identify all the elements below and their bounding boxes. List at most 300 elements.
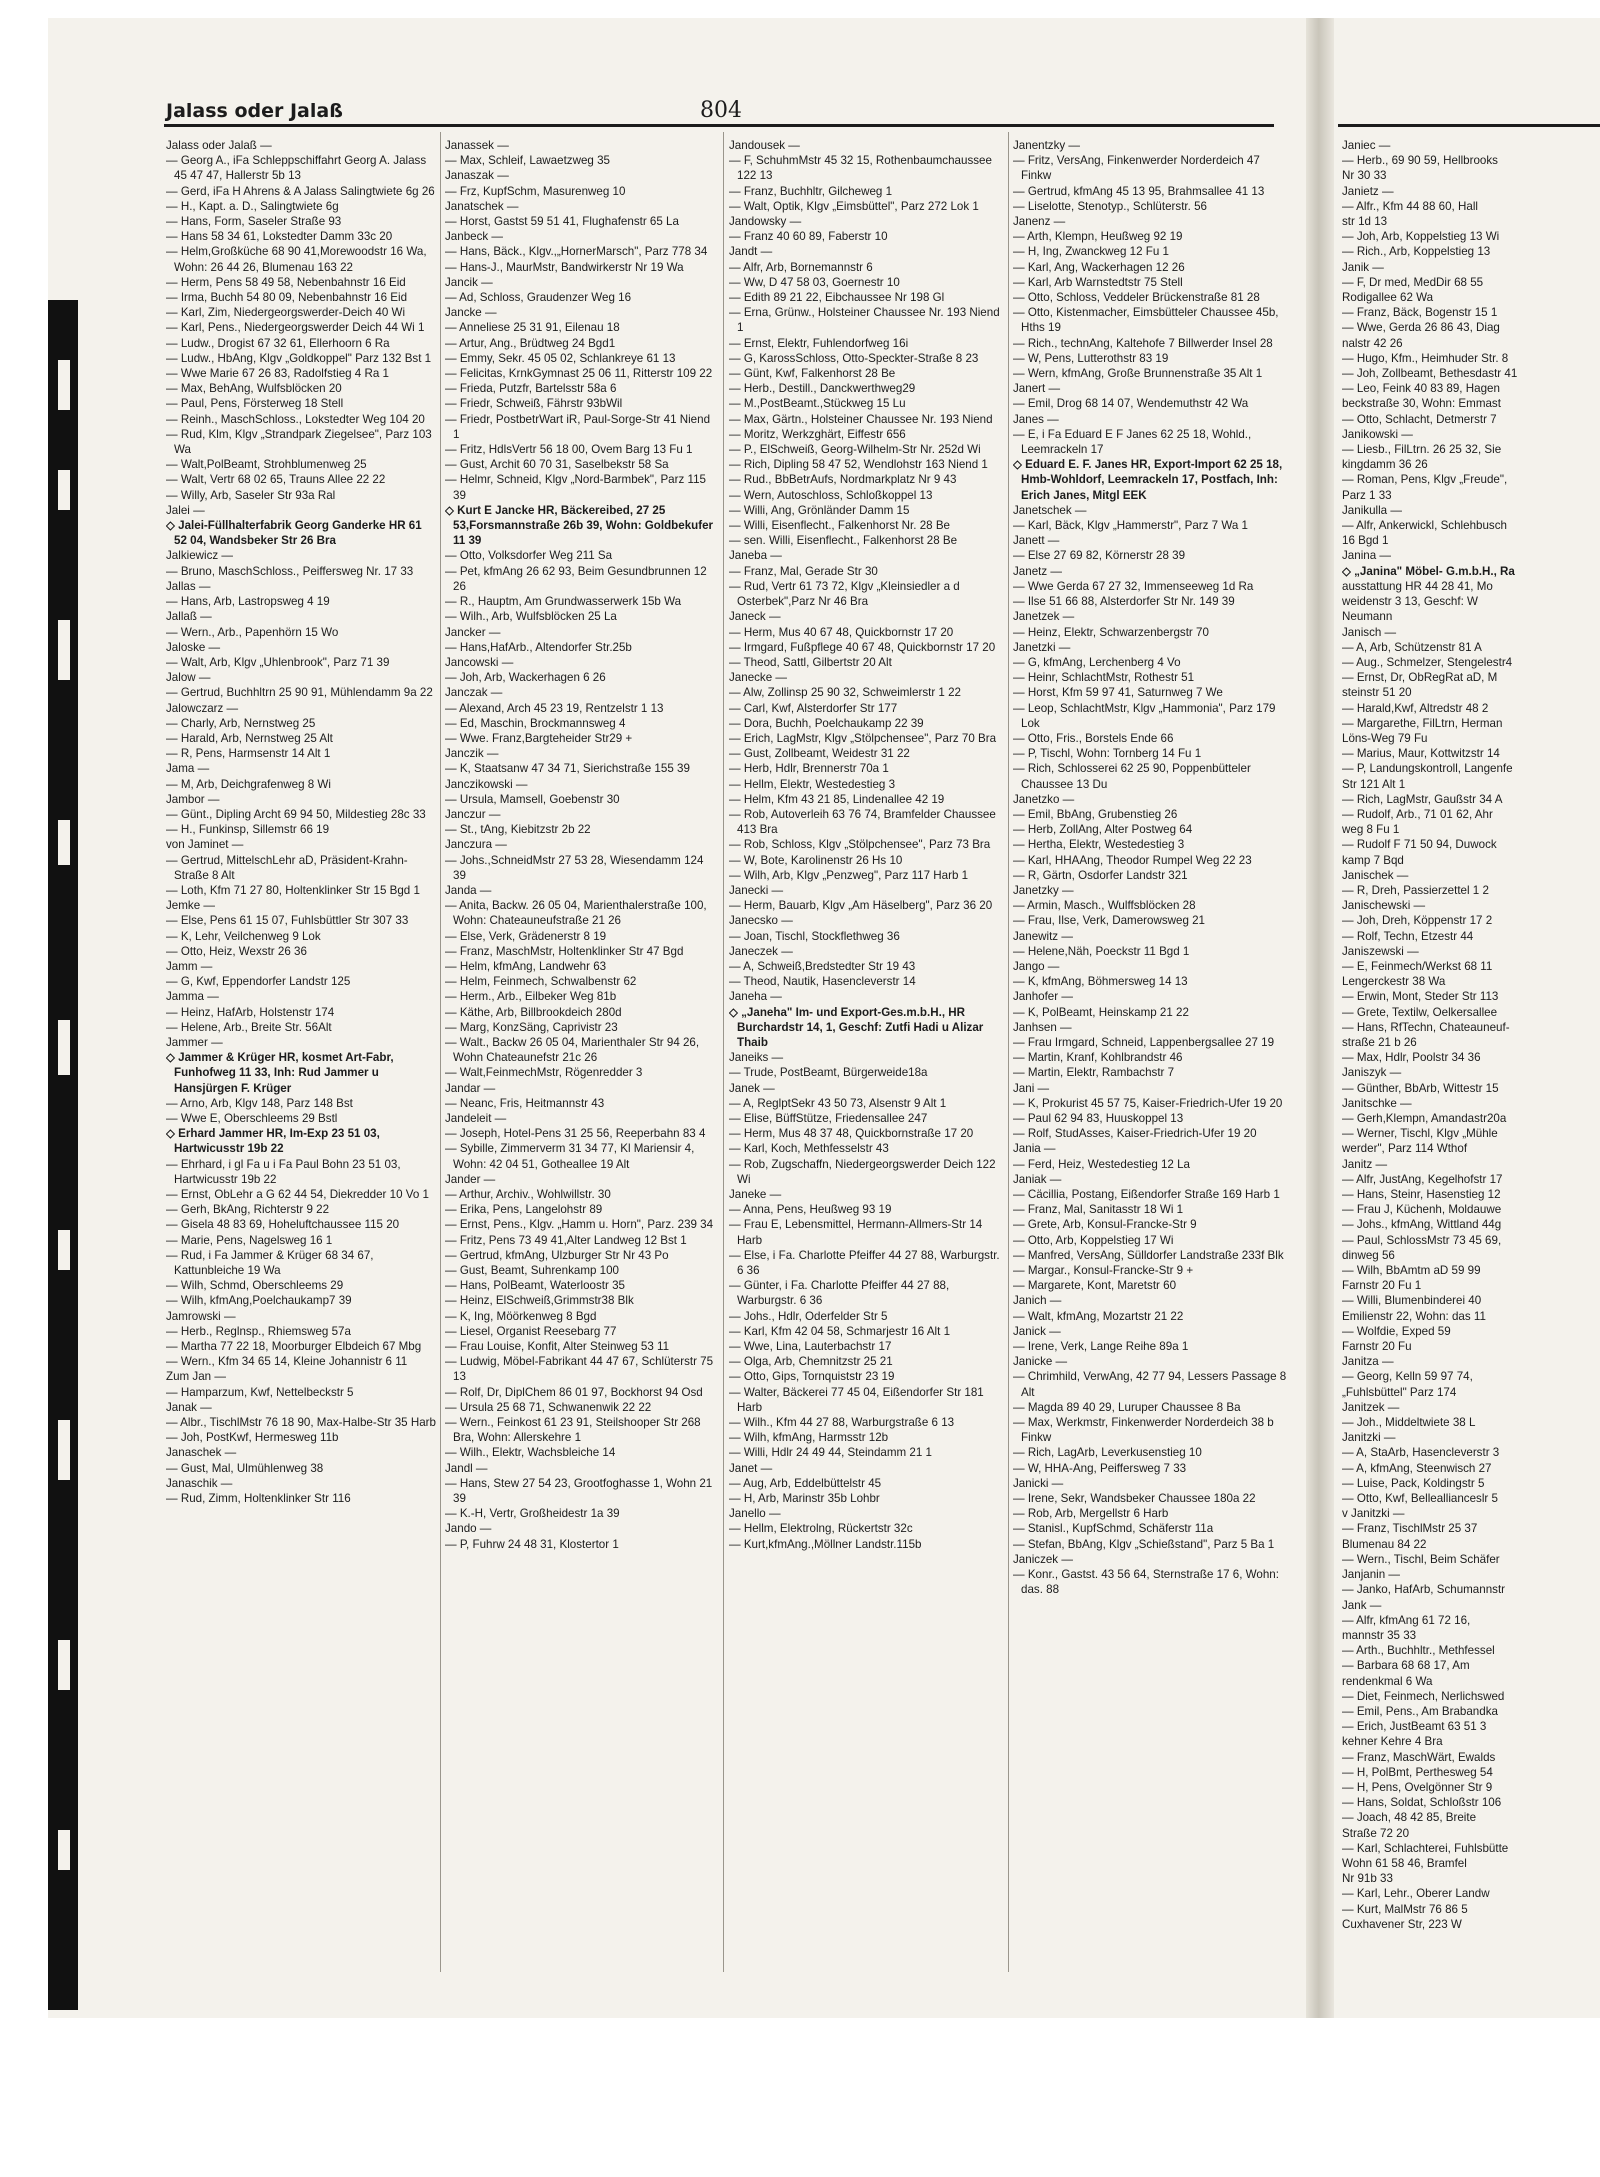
directory-entry: — Alfr., Kfm 44 88 60, Hall bbox=[1342, 199, 1478, 213]
directory-entry: — Helene, Arb., Breite Str. 56Alt bbox=[166, 1020, 332, 1034]
surname-heading: Janischewski — bbox=[1342, 899, 1426, 913]
directory-entry: — Rud., BbBetrAufs, Nordmarkplatz Nr 9 43 bbox=[729, 473, 957, 487]
directory-entry: — Hellm, Elektr, Westedestieg 3 bbox=[729, 777, 896, 791]
page-number: 804 bbox=[700, 98, 742, 123]
directory-entry: — F, Dr med, MedDir 68 55 bbox=[1342, 275, 1484, 289]
directory-entry: — Rolf, StudAsses, Kaiser-Friedrich-Ufer 19 20 bbox=[1013, 1127, 1257, 1141]
directory-entry: kamp 7 Bqd bbox=[1342, 853, 1404, 867]
surname-heading: Janassek — bbox=[445, 139, 509, 152]
directory-entry: — Helm, Feinmech, Schwalbenstr 62 bbox=[445, 975, 637, 989]
directory-entry: — Fritz, VersAng, Finkenwerder Norderdeich 47 Finkw bbox=[1013, 154, 1260, 183]
page-gutter bbox=[1306, 18, 1334, 2018]
directory-entry: Farnstr 20 Fu bbox=[1342, 1340, 1412, 1354]
directory-entry: — Joh., Middeltwiete 38 L bbox=[1342, 1416, 1476, 1430]
surname-heading: Jandousek — bbox=[729, 139, 800, 152]
directory-entry: — Joan, Tischl, Stockflethweg 36 bbox=[729, 929, 900, 943]
directory-entry: — Max, Werkmstr, Finkenwerder Norderdeich 38 b Finkw bbox=[1013, 1416, 1274, 1445]
directory-entry: — Ilse 51 66 88, Alsterdorfer Str Nr. 149 39 bbox=[1013, 595, 1235, 609]
surname-heading: Jania — bbox=[1013, 1142, 1056, 1156]
directory-entry: — P, Landungskontroll, Langenfe bbox=[1342, 762, 1513, 776]
surname-heading: Janak — bbox=[166, 1400, 212, 1414]
directory-entry: — A, Schweiß,Bredstedter Str 19 43 bbox=[729, 959, 916, 973]
directory-entry: — Frau Louise, Konfit, Alter Steinweg 53 11 bbox=[445, 1340, 670, 1354]
directory-entry: — Hans, Steinr, Hasenstieg 12 bbox=[1342, 1188, 1501, 1202]
directory-entry: — Konr., Gastst. 43 56 64, Sternstraße 17 6, Wohn: das. 88 bbox=[1013, 1568, 1279, 1597]
directory-entry: — Harald, Arb, Nernstweg 25 Alt bbox=[166, 731, 333, 745]
directory-entry: — A, Arb, Schützenstr 81 A bbox=[1342, 640, 1482, 654]
directory-entry: — Horst, Gastst 59 51 41, Flughafenstr 65 La bbox=[445, 215, 679, 229]
directory-entry: — Wwe, Gerda 26 86 43, Diag bbox=[1342, 321, 1500, 335]
directory-entry: — Alfr, Ankerwickl, Schlehbusch bbox=[1342, 519, 1507, 533]
directory-entry: — E, Feinmech/Werkst 68 11 bbox=[1342, 959, 1493, 973]
directory-entry: — Herb., Reglnsp., Rhiemsweg 57a bbox=[166, 1324, 351, 1338]
directory-entry: — Gust, Mal, Ulmühlenweg 38 bbox=[166, 1461, 324, 1475]
surname-heading: Jank — bbox=[1342, 1598, 1382, 1612]
directory-entry: Straße 72 20 bbox=[1342, 1826, 1410, 1840]
directory-entry: — G, Kwf, Eppendorfer Landstr 125 bbox=[166, 975, 351, 989]
surname-heading: Jalowczarz — bbox=[166, 701, 239, 715]
directory-entry: — Erwin, Mont, Steder Str 113 bbox=[1342, 990, 1499, 1004]
directory-entry: — Martha 77 22 18, Moorburger Elbdeich 67 Mbg bbox=[166, 1340, 422, 1354]
directory-entry: — Grete, Arb, Konsul-Francke-Str 9 bbox=[1013, 1218, 1197, 1232]
directory-entry: — Arno, Arb, Klgv 148, Parz 148 Bst bbox=[166, 1096, 353, 1110]
directory-entry: — Alfr, kfmAng 61 72 16, bbox=[1342, 1613, 1471, 1627]
binding-mark bbox=[58, 620, 70, 680]
directory-entry: — K.-H, Vertr, Großheidestr 1a 39 bbox=[445, 1507, 620, 1521]
directory-entry: — St., tAng, Kiebitzstr 2b 22 bbox=[445, 823, 591, 837]
surname-heading: von Jaminet — bbox=[166, 838, 244, 852]
directory-entry: — Arth, Klempn, Heußweg 92 19 bbox=[1013, 230, 1183, 244]
directory-entry: — Otto, Kwf, Belleallianceslr 5 bbox=[1342, 1492, 1498, 1506]
header-rule bbox=[164, 124, 1274, 127]
directory-entry: — Gust, Beamt, Suhrenkamp 100 bbox=[445, 1264, 619, 1278]
directory-entry: — Herm, Pens 58 49 58, Nebenbahnstr 16 Eid bbox=[166, 275, 406, 289]
directory-entry: — Hans,HafArb., Altendorfer Str.25b bbox=[445, 640, 632, 654]
directory-entry: — Alfr, Arb, Bornemannstr 6 bbox=[729, 260, 873, 274]
directory-entry: Parz 1 33 bbox=[1342, 488, 1392, 502]
surname-heading: Janett — bbox=[1013, 534, 1060, 548]
page-header-title: Jalass oder Jalaß bbox=[166, 100, 343, 122]
directory-entry: — Rob, Arb, Mergellstr 6 Harb bbox=[1013, 1507, 1169, 1521]
surname-heading: Janeiks — bbox=[729, 1051, 784, 1065]
directory-entry: — Karl, Koch, Methfesselstr 43 bbox=[729, 1142, 889, 1156]
directory-entry: kehner Kehre 4 Bra bbox=[1342, 1735, 1443, 1749]
directory-entry: — Emil, Pens., Am Brabandka bbox=[1342, 1704, 1498, 1718]
directory-entry: — R, Gärtn, Osdorfer Landstr 321 bbox=[1013, 868, 1188, 882]
directory-entry: — Dora, Buchh, Poelchaukamp 22 39 bbox=[729, 716, 924, 730]
directory-entry: — A, kfmAng, Steenwisch 27 bbox=[1342, 1461, 1492, 1475]
directory-entry: Str 121 Alt 1 bbox=[1342, 777, 1406, 791]
directory-entry: — Käthe, Arb, Billbrookdeich 280d bbox=[445, 1005, 622, 1019]
binding-mark bbox=[58, 820, 70, 865]
surname-heading: Jamm — bbox=[166, 959, 213, 973]
surname-heading: Janikowski — bbox=[1342, 427, 1413, 441]
directory-entry: — Margarethe, FilLtrn, Herman bbox=[1342, 716, 1503, 730]
directory-entry: — Karl, Zim, Niedergeorgswerder-Deich 40 Wi bbox=[166, 306, 406, 320]
directory-entry: — Fritz, Pens 73 49 41,Alter Landweg 12 Bst 1 bbox=[445, 1233, 687, 1247]
directory-entry: — Hans, Form, Saseler Straße 93 bbox=[166, 215, 342, 229]
directory-entry: ◇ Jalei-Füllhalterfabrik Georg Ganderke HR 61 52 04, Wandsbeker Str 26 Bra bbox=[166, 519, 422, 548]
directory-entry: — Irmgard, Fußpflege 40 67 48, Quickbornstr 17 20 bbox=[729, 640, 996, 654]
surname-heading: Janisch — bbox=[1342, 625, 1397, 639]
directory-entry: — Ed, Maschin, Brockmannsweg 4 bbox=[445, 716, 626, 730]
directory-entry: — Rich., Arb, Koppelstieg 13 bbox=[1342, 245, 1491, 259]
directory-entry: — R, Pens, Harmsenstr 14 Alt 1 bbox=[166, 747, 331, 761]
directory-entry: — Franz, Buchhltr, Gilcheweg 1 bbox=[729, 184, 893, 198]
surname-heading: Jallas — bbox=[166, 579, 211, 593]
directory-column-3 bbox=[729, 138, 1004, 1978]
directory-entry: — Rich, Schlosserei 62 25 90, Poppenbütteler Chaussee 13 Du bbox=[1013, 762, 1251, 791]
directory-entry: — Magda 89 40 29, Luruper Chaussee 8 Ba bbox=[1013, 1400, 1241, 1414]
directory-entry: — Wern., Tischl, Beim Schäfer bbox=[1342, 1552, 1500, 1566]
directory-entry: — K, PolBeamt, Heinskamp 21 22 bbox=[1013, 1005, 1189, 1019]
directory-entry: — Wern., Feinkost 61 23 91, Steilshooper Str 268 Bra, Wohn: Allerskehre 1 bbox=[445, 1416, 701, 1445]
directory-entry: — Ernst, Elektr, Fuhlendorfweg 16i bbox=[729, 336, 909, 350]
directory-entry: — Karl, Ang, Wackerhagen 12 26 bbox=[1013, 260, 1185, 274]
directory-entry: — Karl, Schlachterei, Fuhlsbütte bbox=[1342, 1841, 1509, 1855]
directory-entry: — Herb., 69 90 59, Hellbrooks bbox=[1342, 154, 1498, 168]
column-divider bbox=[440, 132, 441, 1972]
surname-heading: Jander — bbox=[445, 1172, 496, 1186]
directory-entry: — Theod, Nautik, Hasencleverstr 14 bbox=[729, 975, 916, 989]
directory-entry: — Wilh, BbAmtm aD 59 99 bbox=[1342, 1264, 1481, 1278]
directory-entry: — Herb, ZollAng, Alter Postweg 64 bbox=[1013, 823, 1193, 837]
directory-entry: — Gust, Archit 60 70 31, Saselbekstr 58 Sa bbox=[445, 458, 669, 472]
surname-heading: Jambor — bbox=[166, 792, 220, 806]
directory-entry: — Artur, Ang., Brüdtweg 24 Bgd1 bbox=[445, 336, 616, 350]
directory-entry: — Hans 58 34 61, Lokstedter Damm 33c 20 bbox=[166, 230, 393, 244]
directory-entry: — Rud, Klm, Klgv „Strandpark Ziegelsee", Parz 103 Wa bbox=[166, 427, 432, 457]
surname-heading: Janikulla — bbox=[1342, 503, 1402, 517]
surname-heading: Janina — bbox=[1342, 549, 1391, 563]
directory-entry: — Wwe, Lina, Lauterbachstr 17 bbox=[729, 1340, 892, 1354]
directory-entry: — Anneliese 25 31 91, Eilenau 18 bbox=[445, 321, 620, 335]
directory-entry: — Alexand, Arch 45 23 19, Rentzelstr 1 13 bbox=[445, 701, 664, 715]
directory-entry: — Felicitas, KrnkGymnast 25 06 11, Ritterstr 109 22 bbox=[445, 367, 713, 381]
directory-entry: — Manfred, VersAng, Sülldorfer Landstraße 233f Blk bbox=[1013, 1248, 1284, 1262]
directory-entry: — Wern, Autoschloss, Schloßkoppel 13 bbox=[729, 488, 933, 502]
directory-entry: — Wilh, Schmd, Oberschleems 29 bbox=[166, 1279, 344, 1293]
directory-entry: — Moritz, Werkzghärt, Eiffestr 656 bbox=[729, 427, 906, 441]
directory-entry: — Max, Schleif, Lawaetzweg 35 bbox=[445, 154, 610, 168]
directory-entry: — Liesb., FilLtrn. 26 25 32, Sie bbox=[1342, 443, 1502, 457]
surname-heading: Janhsen — bbox=[1013, 1020, 1072, 1034]
directory-entry: — Ludw., Drogist 67 32 61, Ellerhoorn 6 Ra bbox=[166, 336, 390, 350]
directory-entry: — Helm, Kfm 43 21 85, Lindenallee 42 19 bbox=[729, 792, 945, 806]
directory-entry: — Walter, Bäckerei 77 45 04, Eißendorfer Str 181 Harb bbox=[729, 1385, 984, 1414]
directory-entry: — Aug., Schmelzer, Stengelestr4 bbox=[1342, 655, 1513, 669]
directory-entry: — H, PolBmt, Perthesweg 54 bbox=[1342, 1765, 1493, 1779]
directory-entry: — Joh, Dreh, Köppenstr 17 2 bbox=[1342, 914, 1493, 928]
directory-entry: — Karl, Kfm 42 04 58, Schmarjestr 16 Alt 1 bbox=[729, 1324, 951, 1338]
directory-entry: — Willi, Blumenbinderei 40 bbox=[1342, 1294, 1482, 1308]
directory-entry: — Max, Hdlr, Poolstr 34 36 bbox=[1342, 1051, 1481, 1065]
directory-entry: — P., ElSchweiß, Georg-Wilhelm-Str Nr. 252d Wi bbox=[729, 443, 981, 457]
directory-entry: — Walt, Optik, Klgv „Eimsbüttel", Parz 272 Lok 1 bbox=[729, 199, 979, 213]
surname-heading: Jandar — bbox=[445, 1081, 496, 1095]
surname-heading: Janiak — bbox=[1013, 1172, 1062, 1186]
surname-heading: Janecsko — bbox=[729, 914, 793, 928]
directory-entry: — Karl, Pens., Niedergeorgswerder Deich 44 Wi 1 bbox=[166, 321, 425, 335]
directory-entry: — Ursula 25 68 71, Schwanenwik 22 22 bbox=[445, 1400, 652, 1414]
directory-entry: — Georg A., iFa Schleppschiffahrt Georg A. Jalass 45 47 47, Hallerstr 5b 13 bbox=[166, 154, 427, 183]
directory-entry: — Gertrud, Buchhltrn 25 90 91, Mühlendamm 9a 22 bbox=[166, 686, 433, 700]
directory-entry: — Joh, Arb, Wackerhagen 6 26 bbox=[445, 671, 606, 685]
directory-entry: ausstattung HR 44 28 41, Mo bbox=[1342, 579, 1493, 593]
directory-entry: — Heinz, Elektr, Schwarzenbergstr 70 bbox=[1013, 625, 1209, 639]
directory-entry: — Irma, Buchh 54 80 09, Nebenbahnstr 16 Eid bbox=[166, 291, 408, 305]
directory-entry: — Frau, Ilse, Verk, Damerowsweg 21 bbox=[1013, 914, 1206, 928]
directory-entry: mannstr 35 33 bbox=[1342, 1628, 1417, 1642]
directory-entry: — H., Kapt. a. D., Salingtwiete 6g bbox=[166, 199, 339, 213]
column-divider bbox=[723, 132, 724, 1972]
directory-entry: — Otto, Schlacht, Detmerstr 7 bbox=[1342, 412, 1497, 426]
directory-entry: — Wilh., Elektr, Wachsbleiche 14 bbox=[445, 1446, 616, 1460]
directory-column-1 bbox=[166, 138, 436, 1978]
directory-entry: — Rud, Vertr 61 73 72, Klgv „Kleinsiedler a d Osterbek",Parz Nr 46 Bra bbox=[729, 579, 960, 609]
directory-entry: — Marie, Pens, Nagelsweg 16 1 bbox=[166, 1233, 333, 1247]
surname-heading: Janewitz — bbox=[1013, 929, 1073, 943]
surname-heading: Jaloske — bbox=[166, 640, 221, 654]
directory-entry: — Wern., Kfm 34 65 14, Kleine Johannistr 6 11 bbox=[166, 1355, 408, 1369]
directory-entry: — sen. Willi, Eisenflecht., Falkenhorst 28 Be bbox=[729, 534, 958, 548]
directory-entry: — Herb., Destill., Danckwerthweg29 bbox=[729, 382, 916, 396]
directory-entry: — Wern, kfmAng, Große Brunnenstraße 35 Alt 1 bbox=[1013, 367, 1263, 381]
directory-entry: — Hans, Soldat, Schloßstr 106 bbox=[1342, 1796, 1502, 1810]
binding-mark bbox=[58, 360, 70, 410]
binding-mark bbox=[58, 1420, 70, 1480]
directory-entry: — H, Pens, Ovelgönner Str 9 bbox=[1342, 1780, 1493, 1794]
directory-entry: Cuxhavener Str, 223 W bbox=[1342, 1917, 1462, 1931]
surname-heading: Janick — bbox=[1013, 1324, 1061, 1338]
surname-heading: Janich — bbox=[1013, 1294, 1062, 1308]
directory-column-2 bbox=[445, 138, 719, 1978]
directory-entry: — Olga, Arb, Chemnitzstr 25 21 bbox=[729, 1355, 893, 1369]
directory-entry: — Herm, Mus 40 67 48, Quickbornstr 17 20 bbox=[729, 625, 954, 639]
directory-entry: — F, SchuhmMstr 45 32 15, Rothenbaumchaussee 122 13 bbox=[729, 154, 992, 183]
surname-heading: Janeck — bbox=[729, 610, 781, 624]
surname-heading: Janello — bbox=[729, 1507, 781, 1521]
directory-entry: dinweg 56 bbox=[1342, 1248, 1395, 1262]
surname-heading: Jancker — bbox=[445, 625, 501, 639]
directory-entry: — Frau E, Lebensmittel, Hermann-Allmers-Str 14 Harb bbox=[729, 1218, 983, 1247]
directory-entry: — Joh, PostKwf, Hermesweg 11b bbox=[166, 1431, 339, 1445]
directory-entry: — Helm,Großküche 68 90 41,Morewoodstr 16 Wa, Wohn: 26 44 26, Blumenau 163 22 bbox=[166, 245, 427, 274]
directory-entry: — Günt, Kwf, Falkenhorst 28 Be bbox=[729, 367, 896, 381]
directory-entry: — Barbara 68 68 17, Am bbox=[1342, 1659, 1470, 1673]
surname-heading: Janaschek — bbox=[166, 1446, 237, 1460]
directory-entry: Rodigallee 62 Wa bbox=[1342, 291, 1434, 305]
directory-entry: — Walt,FeinmechMstr, Rögenredder 3 bbox=[445, 1066, 643, 1080]
surname-heading: Janischek — bbox=[1342, 868, 1409, 882]
directory-entry: weidenstr 3 13, Geschf: W bbox=[1342, 595, 1478, 609]
directory-entry: — Paul, Pens, Försterweg 18 Stell bbox=[166, 397, 344, 411]
surname-heading: Janeczek — bbox=[729, 944, 793, 958]
directory-entry: — A, StaArb, Hasencleverstr 3 bbox=[1342, 1446, 1500, 1460]
directory-entry: — Else, Pens 61 15 07, Fuhlsbüttler Str 307 33 bbox=[166, 914, 409, 928]
surname-heading: Janczur — bbox=[445, 807, 501, 821]
directory-entry: — Rudolf, Arb., 71 01 62, Ahr bbox=[1342, 807, 1493, 821]
directory-entry: — Rich., technAng, Kaltehofe 7 Billwerder Insel 28 bbox=[1013, 336, 1273, 350]
directory-entry: Löns-Weg 79 Fu bbox=[1342, 731, 1428, 745]
surname-heading: Janek — bbox=[729, 1081, 775, 1095]
directory-entry: — Ww, D 47 58 03, Goernestr 10 bbox=[729, 275, 900, 289]
surname-heading: Jalei — bbox=[166, 503, 205, 517]
directory-entry: — E, i Fa Eduard E F Janes 62 25 18, Wohld., Leemrackeln 17 bbox=[1013, 427, 1252, 457]
directory-entry: — Alw, Zollinsp 25 90 32, Schweimlerstr 1 22 bbox=[729, 686, 961, 700]
surname-heading: Janet — bbox=[729, 1461, 773, 1475]
directory-entry: — Herm, Mus 48 37 48, Quickbornstraße 17 20 bbox=[729, 1127, 974, 1141]
surname-heading: Jancowski — bbox=[445, 655, 514, 669]
directory-entry: Blumenau 84 22 bbox=[1342, 1537, 1427, 1551]
directory-entry: — Franz, Mal, Sanitasstr 18 Wi 1 bbox=[1013, 1203, 1184, 1217]
directory-entry: — Leop, SchlachtMstr, Klgv „Hammonia", Parz 179 Lok bbox=[1013, 701, 1276, 730]
directory-entry: — W, Bote, Karolinenstr 26 Hs 10 bbox=[729, 853, 903, 867]
directory-entry: Nr 91b 33 bbox=[1342, 1872, 1393, 1886]
directory-entry: — Ernst, Pens., Klgv. „Hamm u. Horn", Parz. 239 34 bbox=[445, 1218, 714, 1232]
directory-entry: — Joach, 48 42 85, Breite bbox=[1342, 1811, 1477, 1825]
directory-entry: — Emmy, Sekr. 45 05 02, Schlankreye 61 13 bbox=[445, 351, 676, 365]
directory-entry: — Heinz, HafArb, Holstenstr 174 bbox=[166, 1005, 335, 1019]
surname-heading: Janentzky — bbox=[1013, 139, 1081, 152]
directory-entry: — Joh, Zollbeamt, Bethesdastr 41 bbox=[1342, 367, 1518, 381]
directory-column-5-right-page bbox=[1342, 138, 1598, 1978]
directory-entry: — R, Dreh, Passierzettel 1 2 bbox=[1342, 883, 1489, 897]
directory-entry: — Johs., Hdlr, Oderfelder Str 5 bbox=[729, 1309, 888, 1323]
surname-heading: Janczura — bbox=[445, 838, 507, 852]
directory-entry: werder", Parz 114 Wthof bbox=[1342, 1142, 1468, 1156]
directory-entry: — Anna, Pens, Heußweg 93 19 bbox=[729, 1203, 892, 1217]
directory-entry: — Wilh., Arb, Wulfsblöcken 25 La bbox=[445, 610, 617, 624]
directory-entry: — Friedr, Schweiß, Fährstr 93bWil bbox=[445, 397, 623, 411]
directory-entry: — Hans, Arb, Lastropsweg 4 19 bbox=[166, 595, 330, 609]
directory-entry: — Rich, LagArb, Leverkusenstieg 10 bbox=[1013, 1446, 1202, 1460]
surname-heading: Janicke — bbox=[1013, 1355, 1068, 1369]
directory-entry: — Karl, Bäck, Klgv „Hammerstr", Parz 7 Wa 1 bbox=[1013, 519, 1248, 533]
directory-entry: — Helmr, Schneid, Klgv „Nord-Barmbek", Parz 115 39 bbox=[445, 473, 706, 502]
directory-entry: — Heinr, SchlachtMstr, Rothestr 51 bbox=[1013, 671, 1195, 685]
directory-entry: weg 8 Fu 1 bbox=[1342, 823, 1400, 837]
surname-heading: Janczik — bbox=[445, 747, 499, 761]
directory-entry: — Reinh., MaschSchloss., Lokstedter Weg 104 20 bbox=[166, 412, 425, 426]
directory-entry: — Franz, MaschMstr, Holtenklinker Str 47 Bgd bbox=[445, 944, 684, 958]
directory-entry: — Otto, Kistenmacher, Eimsbütteler Chaussee 45b, Hths 19 bbox=[1013, 306, 1279, 335]
directory-entry: — Janko, HafArb, Schumannstr bbox=[1342, 1583, 1506, 1597]
directory-entry: — Armin, Masch., Wulffsblöcken 28 bbox=[1013, 899, 1196, 913]
directory-entry: — P, Fuhrw 24 48 31, Klostertor 1 bbox=[445, 1537, 619, 1551]
directory-entry: — Ehrhard, i gl Fa u i Fa Paul Bohn 23 51 03, Hartwicusstr 19b 22 bbox=[166, 1157, 401, 1186]
directory-entry: — Max, Gärtn., Holsteiner Chaussee Nr. 193 Niend bbox=[729, 412, 993, 426]
directory-entry: — Otto, Gips, Tornquiststr 23 19 bbox=[729, 1370, 895, 1384]
surname-heading: Janetz — bbox=[1013, 564, 1062, 578]
directory-entry: — Wilh, kfmAng, Harmsstr 12b bbox=[729, 1431, 889, 1445]
directory-entry: 16 Bgd 1 bbox=[1342, 534, 1389, 548]
directory-entry: ◇ Eduard E. F. Janes HR, Export-Import 62 25 18, Hmb-Wohldorf, Leemrackeln 17, Postfach, Inh: Erich Janes, Mitgl EEK bbox=[1013, 458, 1283, 502]
directory-entry: — Aug, Arb, Eddelbüttelstr 45 bbox=[729, 1476, 882, 1490]
directory-entry: — A, ReglptSekr 43 50 73, Alsenstr 9 Alt 1 bbox=[729, 1096, 947, 1110]
directory-entry: — Hans-J., MaurMstr, Bandwirkerstr Nr 19 Wa bbox=[445, 260, 684, 274]
directory-entry: Lengerckestr 38 Wa bbox=[1342, 975, 1446, 989]
surname-heading: Janczak — bbox=[445, 686, 503, 700]
directory-entry: — Wwe. Franz,Bargteheider Str29 + bbox=[445, 731, 633, 745]
directory-entry: — Loth, Kfm 71 27 80, Holtenklinker Str 15 Bgd 1 bbox=[166, 883, 420, 897]
directory-entry: — Frieda, Putzfr, Bartelsstr 58a 6 bbox=[445, 382, 617, 396]
directory-entry: — H., Funkinsp, Sillemstr 66 19 bbox=[166, 823, 330, 837]
surname-heading: Jando — bbox=[445, 1522, 492, 1536]
directory-entry: nalstr 42 26 bbox=[1342, 336, 1403, 350]
binding-mark bbox=[58, 1830, 70, 1870]
directory-entry: ◇ Jammer & Krüger HR, kosmet Art-Fabr, Funhofweg 11 33, Inh: Rud Jammer u Hansjürgen F. Krüger bbox=[166, 1051, 394, 1095]
directory-entry: — Heinz, ElSchweiß,Grimmstr38 Blk bbox=[445, 1294, 634, 1308]
surname-heading: Janaszak — bbox=[445, 169, 509, 183]
directory-entry: — Luise, Pack, Koldingstr 5 bbox=[1342, 1476, 1485, 1490]
directory-entry: — Hans, Stew 27 54 23, Grootfoghasse 1, Wohn 21 39 bbox=[445, 1476, 713, 1506]
surname-heading: Janeba — bbox=[729, 549, 782, 563]
surname-heading: Janes — bbox=[1013, 412, 1059, 426]
directory-entry: — Wwe E, Oberschleems 29 Bstl bbox=[166, 1112, 338, 1125]
directory-entry: straße 21 b 26 bbox=[1342, 1035, 1417, 1049]
directory-entry: Neumann bbox=[1342, 610, 1393, 624]
directory-entry: — Walt,PolBeamt, Strohblumenweg 25 bbox=[166, 458, 367, 472]
directory-entry: beckstraße 30, Wohn: Emmast bbox=[1342, 397, 1501, 411]
directory-entry: — Walt., Backw 26 05 04, Marienthaler Str 94 26, Wohn Chateaunefstr 21c 26 bbox=[445, 1035, 700, 1065]
surname-heading: Janaschik — bbox=[166, 1476, 233, 1490]
directory-entry: — Gertrud, kfmAng, Ulzburger Str Nr 43 Po bbox=[445, 1248, 669, 1262]
directory-entry: — Gertrud, MittelschLehr aD, Präsident-Krahn-Straße 8 Alt bbox=[166, 853, 408, 882]
surname-heading: Janenz — bbox=[1013, 215, 1066, 229]
binding-mark bbox=[58, 1020, 70, 1075]
surname-heading: Janetzky — bbox=[1013, 883, 1074, 897]
directory-entry: — Roman, Pens, Klgv „Freude", bbox=[1342, 473, 1508, 487]
directory-entry: — K, kfmAng, Böhmersweg 14 13 bbox=[1013, 975, 1188, 989]
directory-entry: — Pet, kfmAng 26 62 93, Beim Gesundbrunnen 12 26 bbox=[445, 564, 707, 593]
surname-heading: Jandowsky — bbox=[729, 215, 802, 229]
directory-entry: — Walt, Vertr 68 02 65, Trauns Allee 22 22 bbox=[166, 473, 386, 487]
surname-heading: Janetzko — bbox=[1013, 792, 1075, 806]
directory-entry: Nr 30 33 bbox=[1342, 169, 1387, 183]
directory-entry: — Rich, Dipling 58 47 52, Wendlohstr 163 Niend 1 bbox=[729, 458, 988, 472]
directory-entry: — R., Hauptm, Am Grundwasserwerk 15b Wa bbox=[445, 595, 682, 609]
surname-heading: Jalow — bbox=[166, 671, 211, 685]
directory-entry: — Hamparzum, Kwf, Nettelbeckstr 5 bbox=[166, 1385, 354, 1399]
directory-entry: — Ernst, ObLehr a G 62 44 54, Diekredder 10 Vo 1 bbox=[166, 1188, 429, 1202]
directory-entry: — Edith 89 21 22, Eibchaussee Nr 198 Gl bbox=[729, 291, 945, 305]
directory-entry: — Gertrud, kfmAng 45 13 95, Brahmsallee 41 13 bbox=[1013, 184, 1265, 198]
directory-entry: — Paul 62 94 83, Huuskoppel 13 bbox=[1013, 1112, 1184, 1125]
directory-entry: — Stanisl., KupfSchmd, Schäferstr 11a bbox=[1013, 1522, 1214, 1536]
directory-entry: — Rud, i Fa Jammer & Krüger 68 34 67, Kattunbleiche 19 Wa bbox=[166, 1248, 374, 1278]
directory-entry: — Emil, Drog 68 14 07, Wendemuthstr 42 Wa bbox=[1013, 397, 1249, 411]
directory-entry: — Rudolf F 71 50 94, Duwock bbox=[1342, 838, 1497, 852]
directory-entry: — Karl, Lehr., Oberer Landw bbox=[1342, 1887, 1490, 1901]
directory-entry: — Johs., kfmAng, Wittland 44g bbox=[1342, 1218, 1502, 1232]
binding-edge bbox=[48, 300, 78, 2010]
surname-heading: Janjanin — bbox=[1342, 1568, 1401, 1582]
directory-entry: — Elise, BüffStütze, Friedensallee 247 bbox=[729, 1112, 928, 1125]
directory-entry: — Johs.,SchneidMstr 27 53 28, Wiesendamm 124 39 bbox=[445, 853, 704, 882]
surname-heading: Jama — bbox=[166, 762, 210, 776]
directory-entry: — Willy, Arb, Saseler Str 93a Ral bbox=[166, 488, 336, 502]
directory-entry: — Charly, Arb, Nernstweg 25 bbox=[166, 716, 316, 730]
surname-heading: Jandeleit — bbox=[445, 1112, 507, 1125]
directory-entry: — Wwe Marie 67 26 83, Radolfstieg 4 Ra 1 bbox=[166, 367, 389, 381]
directory-entry: — Rolf, Techn, Etzestr 44 bbox=[1342, 929, 1474, 943]
surname-heading: Jalkiewicz — bbox=[166, 549, 233, 563]
directory-entry: — K, Lehr, Veilchenweg 9 Lok bbox=[166, 929, 321, 943]
surname-heading: Jemke — bbox=[166, 899, 215, 913]
directory-entry: — Max, BehAng, Wulfsblöcken 20 bbox=[166, 382, 342, 396]
directory-entry: — Hans, Bäck., Klgv.,„HornerMarsch", Parz 778 34 bbox=[445, 245, 708, 259]
